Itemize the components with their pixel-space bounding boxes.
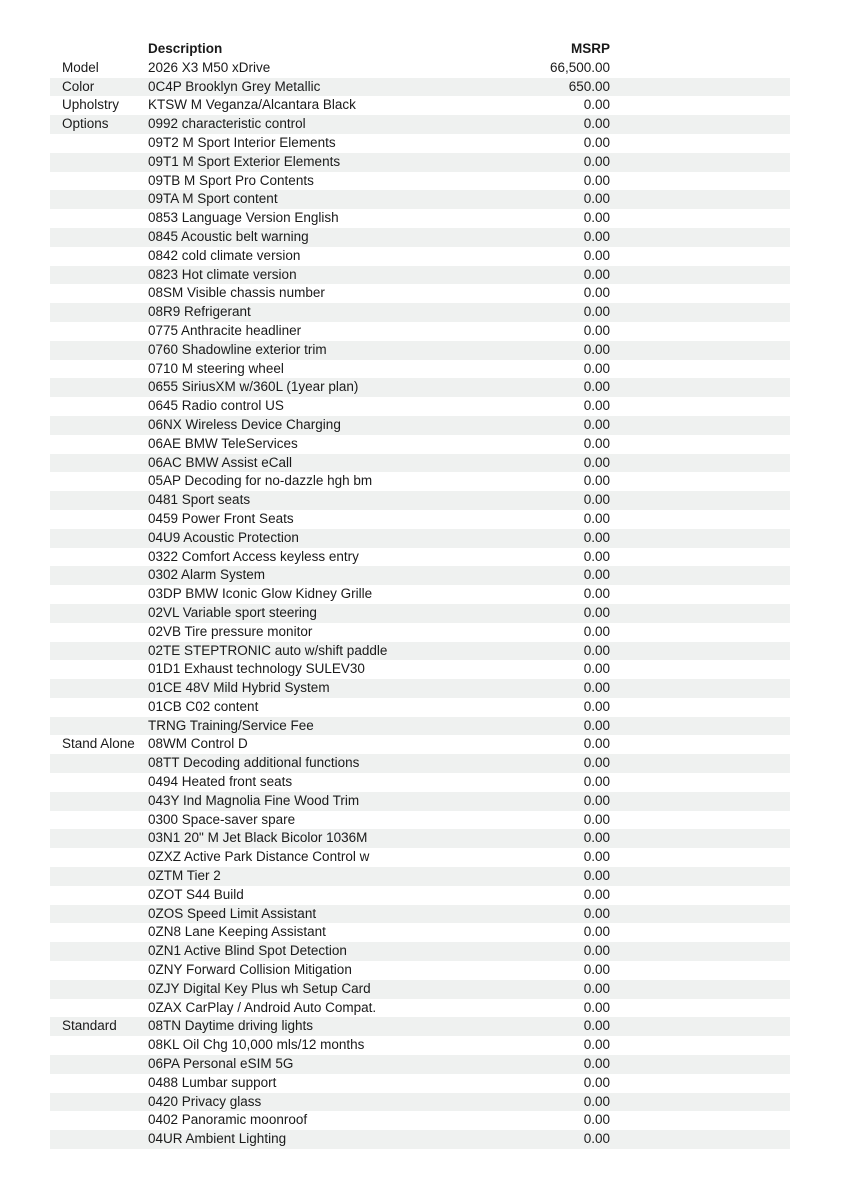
- row-filler-cell: [610, 59, 790, 78]
- category-cell: [50, 585, 148, 604]
- msrp-cell: 0.00: [583, 153, 610, 169]
- category-cell: [50, 209, 148, 228]
- category-cell: [50, 454, 148, 473]
- category-cell: [50, 679, 148, 698]
- msrp-cell: 0.00: [583, 886, 610, 902]
- table-row: [50, 266, 790, 285]
- msrp-cell: 0.00: [583, 228, 610, 244]
- description-cell: 02TE STEPTRONIC auto w/shift paddle: [148, 642, 388, 658]
- table-row: [50, 792, 790, 811]
- description-cell: 0655 SiriusXM w/360L (1year plan): [148, 379, 359, 395]
- description-cell: 043Y Ind Magnolia Fine Wood Trim: [148, 792, 360, 808]
- description-cell: 0ZNY Forward Collision Mitigation: [148, 962, 352, 978]
- msrp-cell: 0.00: [583, 567, 610, 583]
- row-filler-cell: [610, 548, 790, 567]
- table-row: [50, 1036, 790, 1055]
- row-filler-cell: [610, 397, 790, 416]
- row-filler-cell: [610, 303, 790, 322]
- description-cell: 0494 Heated front seats: [148, 774, 293, 790]
- category-cell: Standard: [62, 1018, 117, 1034]
- category-cell: Options: [62, 116, 109, 132]
- msrp-cell: 0.00: [583, 868, 610, 884]
- description-cell: 08TN Daytime driving lights: [148, 1018, 314, 1034]
- msrp-cell: 0.00: [583, 1131, 610, 1147]
- row-filler-cell: [610, 1055, 790, 1074]
- description-cell: 08R9 Refrigerant: [148, 304, 251, 320]
- row-filler-cell: [610, 341, 790, 360]
- table-row: [50, 491, 790, 510]
- description-cell: 0481 Sport seats: [148, 492, 251, 508]
- table-row: [50, 153, 790, 172]
- row-filler-cell: [610, 642, 790, 661]
- category-cell: [50, 923, 148, 942]
- table-row: [50, 754, 790, 773]
- table-row: [50, 905, 790, 924]
- category-cell: [50, 416, 148, 435]
- msrp-cell: 0.00: [583, 661, 610, 677]
- table-row: [50, 642, 790, 661]
- category-cell: [50, 754, 148, 773]
- table-row: [50, 829, 790, 848]
- description-cell: 0302 Alarm System: [148, 567, 266, 583]
- category-cell: [50, 548, 148, 567]
- table-row: [50, 228, 790, 247]
- msrp-cell: 0.00: [583, 623, 610, 639]
- row-filler-cell: [610, 416, 790, 435]
- msrp-cell: 0.00: [583, 529, 610, 545]
- msrp-cell: 0.00: [583, 586, 610, 602]
- msrp-cell: 0.00: [583, 849, 610, 865]
- row-filler-cell: [610, 134, 790, 153]
- table-row: [50, 454, 790, 473]
- description-cell: 02VB Tire pressure monitor: [148, 623, 313, 639]
- row-filler-cell: [610, 454, 790, 473]
- table-row: [50, 397, 790, 416]
- table-row: [50, 1130, 790, 1149]
- description-cell: 09TA M Sport content: [148, 191, 278, 207]
- category-cell: [50, 1130, 148, 1149]
- row-filler-cell: [610, 322, 790, 341]
- row-filler-cell: [610, 228, 790, 247]
- table-row: [50, 510, 790, 529]
- description-cell: 0842 cold climate version: [148, 247, 301, 263]
- msrp-cell: 0.00: [583, 1074, 610, 1090]
- category-cell: [50, 999, 148, 1018]
- table-row: [50, 585, 790, 604]
- category-cell: [50, 341, 148, 360]
- table-row: [50, 360, 790, 379]
- category-cell: [50, 360, 148, 379]
- msrp-cell: 0.00: [583, 322, 610, 338]
- table-row: [50, 604, 790, 623]
- row-filler-cell: [610, 435, 790, 454]
- msrp-cell: 0.00: [583, 1056, 610, 1072]
- table-row: [50, 773, 790, 792]
- table-row: [50, 735, 790, 754]
- category-cell: [50, 491, 148, 510]
- description-cell: TRNG Training/Service Fee: [148, 717, 314, 733]
- row-filler-cell: [610, 284, 790, 303]
- category-cell: [50, 435, 148, 454]
- msrp-cell: 0.00: [583, 642, 610, 658]
- msrp-cell: 0.00: [583, 473, 610, 489]
- description-cell: 04UR Ambient Lighting: [148, 1131, 287, 1147]
- category-cell: [50, 660, 148, 679]
- category-cell: [50, 1093, 148, 1112]
- description-cell: 09T1 M Sport Exterior Elements: [148, 153, 341, 169]
- table-row: [50, 115, 790, 134]
- category-cell: [50, 566, 148, 585]
- table-row: [50, 811, 790, 830]
- row-filler-cell: [610, 1017, 790, 1036]
- description-cell: 09TB M Sport Pro Contents: [148, 172, 314, 188]
- table-row: [50, 848, 790, 867]
- category-cell: [50, 397, 148, 416]
- category-cell: [50, 942, 148, 961]
- description-cell: 08SM Visible chassis number: [148, 285, 325, 301]
- table-row: [50, 134, 790, 153]
- table-row: [50, 1074, 790, 1093]
- row-filler-cell: [610, 190, 790, 209]
- category-cell: [50, 284, 148, 303]
- table-row: [50, 1055, 790, 1074]
- description-cell: 0775 Anthracite headliner: [148, 322, 302, 338]
- category-cell: [50, 172, 148, 191]
- row-filler-cell: [610, 660, 790, 679]
- category-cell: [50, 472, 148, 491]
- description-cell: 03DP BMW Iconic Glow Kidney Grille: [148, 586, 373, 602]
- row-filler-cell: [610, 942, 790, 961]
- row-filler-cell: [610, 886, 790, 905]
- row-filler-cell: [610, 604, 790, 623]
- msrp-cell: 0.00: [583, 1037, 610, 1053]
- table-row: [50, 660, 790, 679]
- category-cell: [50, 717, 148, 736]
- msrp-cell: 0.00: [583, 717, 610, 733]
- table-row: [50, 529, 790, 548]
- category-cell: Stand Alone: [62, 736, 135, 752]
- table-row: [50, 1111, 790, 1130]
- row-filler-cell: [610, 266, 790, 285]
- description-cell: 03N1 20" M Jet Black Bicolor 1036M: [148, 830, 368, 846]
- table-row: [50, 1093, 790, 1112]
- category-cell: Model: [62, 59, 99, 75]
- description-cell: 08TT Decoding additional functions: [148, 755, 360, 771]
- table-row: [50, 1017, 790, 1036]
- description-cell: 06AE BMW TeleServices: [148, 435, 298, 451]
- row-filler-cell: [610, 735, 790, 754]
- msrp-cell: 0.00: [583, 943, 610, 959]
- msrp-cell: 0.00: [583, 304, 610, 320]
- description-cell: 0C4P Brooklyn Grey Metallic: [148, 78, 321, 94]
- table-row: [50, 886, 790, 905]
- msrp-cell: 650.00: [568, 78, 610, 94]
- table-row: [50, 548, 790, 567]
- category-cell: [50, 867, 148, 886]
- description-cell: 0760 Shadowline exterior trim: [148, 341, 327, 357]
- row-filler-cell: [610, 717, 790, 736]
- row-filler-cell: [610, 1074, 790, 1093]
- description-cell: 02VL Variable sport steering: [148, 604, 317, 620]
- msrp-cell: 0.00: [583, 924, 610, 940]
- table-row: [50, 209, 790, 228]
- msrp-cell: 0.00: [583, 830, 610, 846]
- row-filler-cell: [610, 153, 790, 172]
- msrp-cell: 0.00: [583, 1093, 610, 1109]
- table-row: [50, 698, 790, 717]
- table-row: [50, 980, 790, 999]
- msrp-cell: 0.00: [583, 492, 610, 508]
- description-cell: 0ZOT S44 Build: [148, 886, 244, 902]
- msrp-cell: 0.00: [583, 266, 610, 282]
- row-filler-cell: [610, 1130, 790, 1149]
- description-cell: 05AP Decoding for no-dazzle hgh bm: [148, 473, 373, 489]
- msrp-cell: 0.00: [583, 454, 610, 470]
- category-cell: [50, 604, 148, 623]
- row-filler-cell: [610, 754, 790, 773]
- row-filler-cell: [610, 698, 790, 717]
- row-filler-cell: [610, 1111, 790, 1130]
- row-filler-cell: [610, 1093, 790, 1112]
- row-filler-cell: [610, 999, 790, 1018]
- category-cell: [50, 829, 148, 848]
- description-cell: 06AC BMW Assist eCall: [148, 454, 293, 470]
- category-cell: [50, 886, 148, 905]
- table-row: [50, 172, 790, 191]
- category-cell: [50, 1036, 148, 1055]
- description-cell: 2026 X3 M50 xDrive: [148, 59, 271, 75]
- row-filler-cell: [610, 848, 790, 867]
- category-cell: [50, 961, 148, 980]
- category-cell: [50, 905, 148, 924]
- msrp-cell: 0.00: [583, 191, 610, 207]
- description-cell: 0402 Panoramic moonroof: [148, 1112, 308, 1128]
- description-cell: 0ZN1 Active Blind Spot Detection: [148, 943, 347, 959]
- category-cell: [50, 1111, 148, 1130]
- description-cell: 0845 Acoustic belt warning: [148, 228, 309, 244]
- row-filler-cell: [610, 360, 790, 379]
- row-filler-cell: [610, 247, 790, 266]
- table-row: [50, 923, 790, 942]
- table-row: [50, 416, 790, 435]
- description-cell: 0300 Space-saver spare: [148, 811, 296, 827]
- row-filler-cell: [610, 961, 790, 980]
- table-row: [50, 96, 790, 115]
- msrp-cell: 0.00: [583, 792, 610, 808]
- description-cell: 0488 Lumbar support: [148, 1074, 277, 1090]
- category-cell: [50, 378, 148, 397]
- description-cell: 04U9 Acoustic Protection: [148, 529, 299, 545]
- msrp-cell: 0.00: [583, 962, 610, 978]
- table-row: [50, 247, 790, 266]
- msrp-cell: 0.00: [583, 905, 610, 921]
- row-filler-cell: [610, 491, 790, 510]
- description-cell: KTSW M Veganza/Alcantara Black: [148, 97, 356, 113]
- msrp-cell: 0.00: [583, 755, 610, 771]
- msrp-cell: 0.00: [583, 548, 610, 564]
- description-cell: 0992 characteristic control: [148, 116, 306, 132]
- row-filler-cell: [610, 923, 790, 942]
- description-cell: 08WM Control D: [148, 736, 248, 752]
- description-cell: 0ZOS Speed Limit Assistant: [148, 905, 317, 921]
- category-cell: [50, 266, 148, 285]
- table-row: [50, 78, 790, 97]
- msrp-cell: 0.00: [583, 416, 610, 432]
- msrp-cell: 0.00: [583, 341, 610, 357]
- category-cell: Upholstry: [62, 97, 120, 113]
- msrp-cell: 66,500.00: [549, 59, 610, 75]
- category-cell: [50, 811, 148, 830]
- description-cell: 0645 Radio control US: [148, 398, 284, 414]
- row-filler-cell: [610, 1036, 790, 1055]
- msrp-cell: 0.00: [583, 379, 610, 395]
- table-row: [50, 59, 790, 78]
- row-filler-cell: [610, 829, 790, 848]
- row-filler-cell: [610, 905, 790, 924]
- description-cell: 06NX Wireless Device Charging: [148, 416, 341, 432]
- category-cell: [50, 698, 148, 717]
- table-row: [50, 341, 790, 360]
- description-cell: 0ZXZ Active Park Distance Control w: [148, 849, 370, 865]
- msrp-cell: 0.00: [583, 435, 610, 451]
- description-cell: 06PA Personal eSIM 5G: [148, 1056, 294, 1072]
- msrp-cell: 0.00: [583, 698, 610, 714]
- table-row: [50, 623, 790, 642]
- category-cell: [50, 1055, 148, 1074]
- msrp-cell: 0.00: [583, 97, 610, 113]
- row-filler-cell: [610, 172, 790, 191]
- msrp-cell: 0.00: [583, 398, 610, 414]
- msrp-cell: 0.00: [583, 680, 610, 696]
- description-cell: 0ZTM Tier 2: [148, 868, 221, 884]
- description-header: Description: [148, 41, 223, 56]
- table-row: [50, 472, 790, 491]
- row-filler-cell: [610, 623, 790, 642]
- row-filler-cell: [610, 378, 790, 397]
- category-cell: [50, 642, 148, 661]
- msrp-cell: 0.00: [583, 247, 610, 263]
- table-row: [50, 303, 790, 322]
- row-filler-cell: [610, 78, 790, 97]
- msrp-cell: 0.00: [583, 285, 610, 301]
- row-filler-cell: [610, 980, 790, 999]
- category-cell: [50, 848, 148, 867]
- category-cell: [50, 510, 148, 529]
- msrp-cell: 0.00: [583, 360, 610, 376]
- table-row: [50, 284, 790, 303]
- msrp-cell: 0.00: [583, 1018, 610, 1034]
- table-row: [50, 322, 790, 341]
- category-cell: [50, 247, 148, 266]
- msrp-cell: 0.00: [583, 999, 610, 1015]
- description-cell: 08KL Oil Chg 10,000 mls/12 months: [148, 1037, 365, 1053]
- row-filler-cell: [610, 209, 790, 228]
- table-row: [50, 378, 790, 397]
- table-row: [50, 566, 790, 585]
- msrp-cell: 0.00: [583, 980, 610, 996]
- description-cell: 0ZN8 Lane Keeping Assistant: [148, 924, 326, 940]
- description-cell: 0459 Power Front Seats: [148, 510, 294, 526]
- description-cell: 0420 Privacy glass: [148, 1093, 262, 1109]
- msrp-cell: 0.00: [583, 774, 610, 790]
- vehicle-options-table: [50, 40, 790, 1149]
- category-cell: [50, 303, 148, 322]
- category-cell: [50, 1074, 148, 1093]
- category-cell: [50, 190, 148, 209]
- row-filler-cell: [610, 115, 790, 134]
- row-filler-cell: [610, 811, 790, 830]
- table-row: [50, 190, 790, 209]
- table-row: [50, 717, 790, 736]
- msrp-cell: 0.00: [583, 210, 610, 226]
- category-header-cell: [50, 40, 148, 59]
- msrp-cell: 0.00: [583, 604, 610, 620]
- category-cell: [50, 322, 148, 341]
- description-cell: 0823 Hot climate version: [148, 266, 297, 282]
- category-cell: [50, 623, 148, 642]
- table-body: [50, 59, 790, 1149]
- header-filler-cell: [610, 40, 790, 59]
- row-filler-cell: [610, 585, 790, 604]
- msrp-header: MSRP: [570, 41, 610, 56]
- row-filler-cell: [610, 472, 790, 491]
- table-row: [50, 942, 790, 961]
- msrp-cell: 0.00: [583, 116, 610, 132]
- table-row: [50, 961, 790, 980]
- row-filler-cell: [610, 529, 790, 548]
- description-cell: 09T2 M Sport Interior Elements: [148, 134, 336, 150]
- table-row: [50, 999, 790, 1018]
- table-row: [50, 435, 790, 454]
- description-cell: 01CE 48V Mild Hybrid System: [148, 680, 330, 696]
- description-cell: 0853 Language Version English: [148, 210, 339, 226]
- row-filler-cell: [610, 566, 790, 585]
- category-cell: [50, 529, 148, 548]
- msrp-cell: 0.00: [583, 811, 610, 827]
- table-row: [50, 679, 790, 698]
- category-cell: Color: [62, 78, 95, 94]
- msrp-cell: 0.00: [583, 172, 610, 188]
- category-cell: [50, 980, 148, 999]
- row-filler-cell: [610, 792, 790, 811]
- description-cell: 0ZJY Digital Key Plus wh Setup Card: [148, 980, 371, 996]
- description-cell: 0710 M steering wheel: [148, 360, 284, 376]
- msrp-cell: 0.00: [583, 134, 610, 150]
- row-filler-cell: [610, 867, 790, 886]
- table-row: [50, 867, 790, 886]
- msrp-cell: 0.00: [583, 510, 610, 526]
- category-cell: [50, 134, 148, 153]
- category-cell: [50, 773, 148, 792]
- category-cell: [50, 153, 148, 172]
- description-cell: 0322 Comfort Access keyless entry: [148, 548, 359, 564]
- msrp-cell: 0.00: [583, 1112, 610, 1128]
- table-header-row: [50, 40, 790, 59]
- category-cell: [50, 228, 148, 247]
- row-filler-cell: [610, 679, 790, 698]
- row-filler-cell: [610, 773, 790, 792]
- row-filler-cell: [610, 96, 790, 115]
- description-cell: 0ZAX CarPlay / Android Auto Compat.: [148, 999, 377, 1015]
- msrp-cell: 0.00: [583, 736, 610, 752]
- description-cell: 01CB C02 content: [148, 698, 259, 714]
- category-cell: [50, 792, 148, 811]
- description-cell: 01D1 Exhaust technology SULEV30: [148, 661, 365, 677]
- row-filler-cell: [610, 510, 790, 529]
